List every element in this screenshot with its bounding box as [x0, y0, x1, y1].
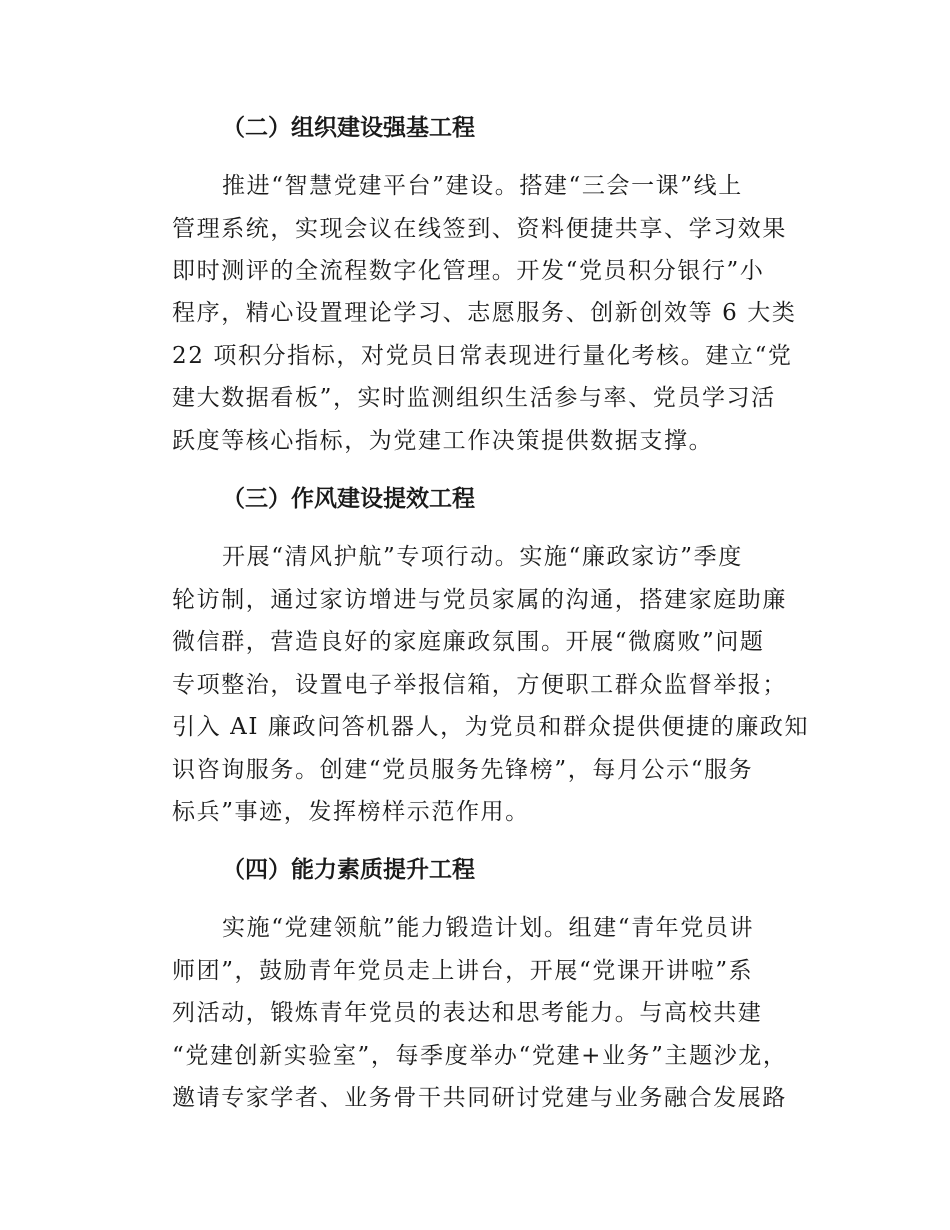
paragraph-line: 邀请专家学者、业务骨干共同研讨党建与业务融合发展路	[172, 1085, 787, 1111]
paragraph-line: 程序，精心设置理论学习、志愿服务、创新创效等 6 大类	[172, 300, 797, 326]
paragraph-line: 22 项积分指标，对党员日常表现进行量化考核。建立“党	[172, 343, 793, 369]
paragraph-line: 识咨询服务。创建“党员服务先锋榜”，每月公示“服务	[172, 757, 754, 783]
paragraph-line: 实施“党建领航”能力锻造计划。组建“青年党员讲	[222, 915, 755, 941]
section-heading-capability: （四）能力素质提升工程	[222, 857, 475, 883]
paragraph-line: 轮访制，通过家访增进与党员家属的沟通，搭建家庭助廉	[172, 587, 787, 613]
paragraph-line: 即时测评的全流程数字化管理。开发“党员积分银行”小	[172, 258, 765, 284]
paragraph-line: 师团”，鼓励青年党员走上讲台，开展“党课开讲啦”系	[172, 958, 754, 984]
paragraph-line: 列活动，锻炼青年党员的表达和思考能力。与高校共建	[172, 1000, 763, 1026]
paragraph-line: 推进“智慧党建平台”建设。搭建“三会一课”线上	[222, 173, 743, 199]
paragraph-line: 建大数据看板”，实时监测组织生活参与率、党员学习活	[172, 385, 776, 411]
paragraph-line: 标兵”事迹，发挥榜样示范作用。	[172, 799, 530, 825]
paragraph-line: 管理系统，实现会议在线签到、资料便捷共享、学习效果	[172, 216, 787, 242]
paragraph-line: 开展“清风护航”专项行动。实施“廉政家访”季度	[222, 544, 743, 570]
paragraph-line: 专项整治，设置电子举报信箱，方便职工群众监督举报；	[172, 672, 787, 698]
section-heading-work-style: （三）作风建设提效工程	[222, 486, 475, 512]
paragraph-line: “党建创新实验室”，每季度举办“党建+业务”主题沙龙，	[172, 1043, 788, 1069]
paragraph-line: 跃度等核心指标，为党建工作决策提供数据支撑。	[172, 428, 714, 454]
paragraph-line: 引入 AI 廉政问答机器人，为党员和群众提供便捷的廉政知	[172, 714, 810, 740]
section-heading-organization: （二）组织建设强基工程	[222, 115, 475, 141]
paragraph-line: 微信群，营造良好的家庭廉政氛围。开展“微腐败”问题	[172, 629, 765, 655]
